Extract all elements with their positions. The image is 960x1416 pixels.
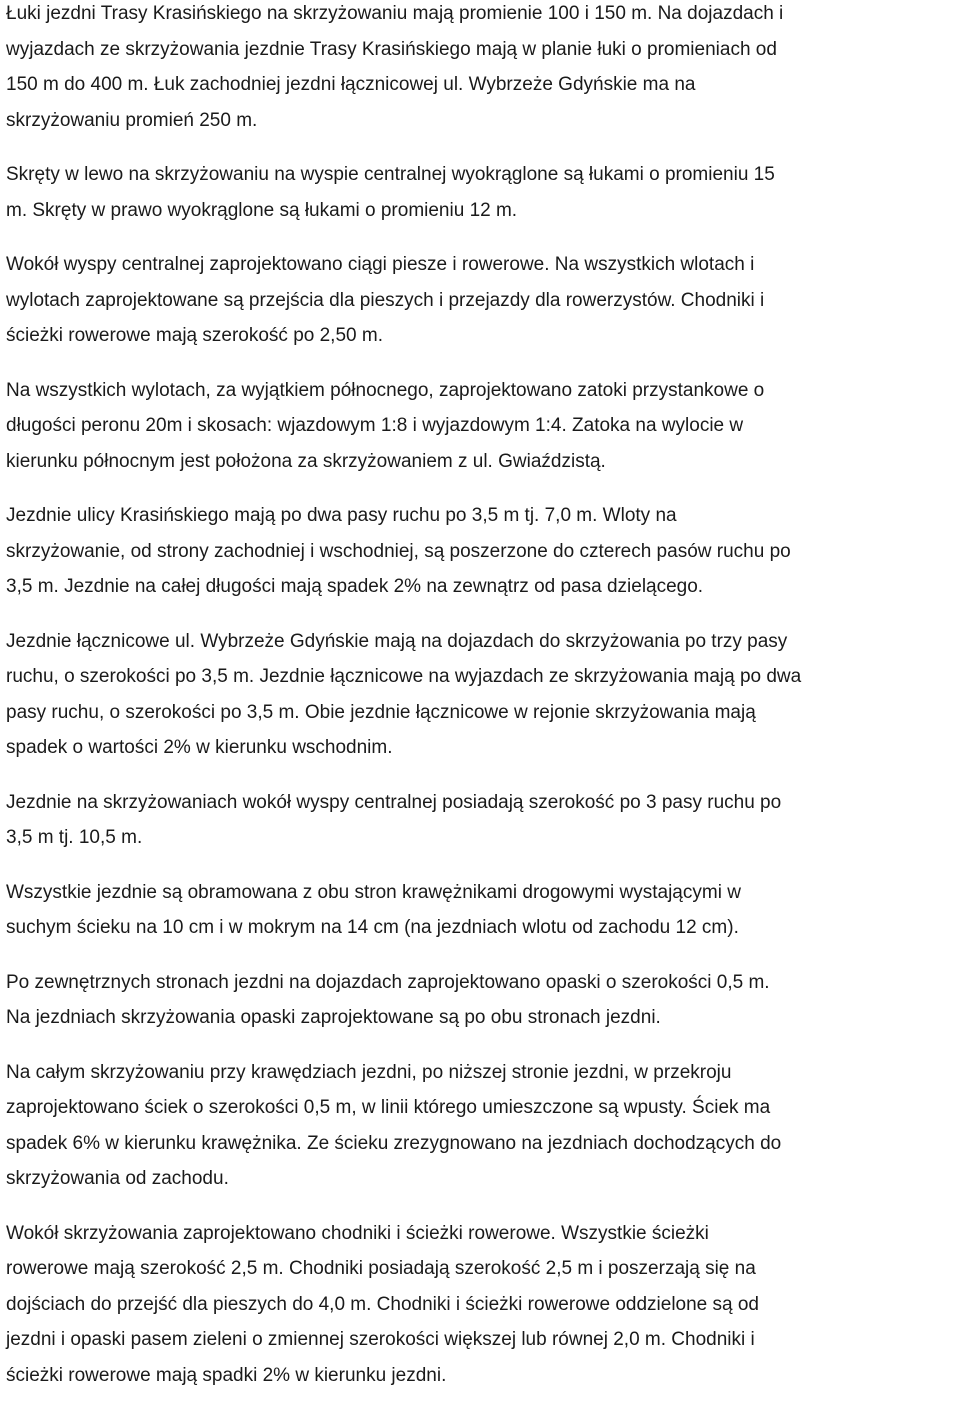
paragraph-7: [6, 785, 954, 856]
text-line: jezdni i opaski pasem zieleni o zmiennej szerokości większej lub równej 2,0 m. Chodniki i: [6, 1329, 755, 1350]
paragraph-11: [6, 1216, 954, 1394]
text-line: 3,5 m tj. 10,5 m.: [6, 827, 143, 848]
text-line: zaprojektowano ściek o szerokości 0,5 m, w linii którego umieszczone są wpusty. Ściek ma: [6, 1097, 771, 1118]
text-line: suchym ścieku na 10 cm i w mokrym na 14 cm (na jezdniach wlotu od zachodu 12 cm).: [6, 917, 739, 938]
paragraph-6: [6, 624, 954, 766]
paragraph-4: [6, 373, 954, 480]
text-line: Łuki jezdni Trasy Krasińskiego na skrzyżowaniu mają promienie 100 i 150 m. Na dojazdach i: [6, 3, 784, 24]
text-line: Na jezdniach skrzyżowania opaski zaprojektowane są po obu stronach jezdni.: [6, 1007, 661, 1028]
text-line: 3,5 m. Jezdnie na całej długości mają spadek 2% na zewnątrz od pasa dzielącego.: [6, 576, 704, 597]
text-line: m. Skręty w prawo wyokrąglone są łukami o promieniu 12 m.: [6, 199, 518, 221]
paragraph-1: [6, 0, 954, 138]
text-line: Jezdnie na skrzyżowaniach wokół wyspy centralnej posiadają szerokość po 3 pasy ruchu po: [6, 791, 782, 813]
text-line: spadek 6% w kierunku krawężnika. Ze ścieku zrezygnowano na jezdniach dochodzących do: [6, 1132, 782, 1154]
text-line: rowerowe mają szerokość 2,5 m. Chodniki posiadają szerokość 2,5 m i poszerzają się na: [6, 1258, 756, 1279]
text-line: skrzyżowaniu promień 250 m.: [6, 109, 258, 131]
text-line: kierunku północnym jest położona za skrzyżowaniem z ul. Gwiaździstą.: [6, 450, 606, 472]
text-line: Wszystkie jezdnie są obramowana z obu stron krawężnikami drogowymi wystającymi w: [6, 881, 741, 903]
text-line: Jezdnie łącznicowe ul. Wybrzeże Gdyńskie mają na dojazdach do skrzyżowania po trzy pasy: [6, 630, 788, 652]
text-line: spadek o wartości 2% w kierunku wschodnim.: [6, 737, 393, 758]
text-line: wyjazdach ze skrzyżowania jezdnie Trasy Krasińskiego mają w planie łuki o promieniach od: [6, 38, 777, 60]
paragraph-9: [6, 965, 954, 1036]
paragraph-3: [6, 247, 954, 354]
paragraph-5: [6, 498, 954, 605]
text-line: Wokół wyspy centralnej zaprojektowano ciągi piesze i rowerowe. Na wszystkich wlotach i: [6, 254, 755, 275]
text-line: ruchu, o szerokości po 3,5 m. Jezdnie łącznicowe na wyjazdach ze skrzyżowania mają po dwa: [6, 666, 802, 687]
paragraph-2: [6, 157, 954, 228]
text-line: 150 m do 400 m. Łuk zachodniej jezdni łącznicowej ul. Wybrzeże Gdyńskie ma na: [6, 74, 696, 95]
text-line: ścieżki rowerowe mają szerokość po 2,50 m.: [6, 325, 383, 346]
text-line: Wokół skrzyżowania zaprojektowano chodniki i ścieżki rowerowe. Wszystkie ścieżki: [6, 1222, 709, 1244]
text-line: długości peronu 20m i skosach: wjazdowym 1:8 i wyjazdowym 1:4. Zatoka na wylocie w: [6, 415, 744, 436]
text-line: skrzyżowania od zachodu.: [6, 1168, 229, 1189]
paragraph-10: [6, 1055, 954, 1197]
text-line: ścieżki rowerowe mają spadki 2% w kierunku jezdni.: [6, 1364, 447, 1386]
text-line: pasy ruchu, o szerokości po 3,5 m. Obie jezdnie łącznicowe w rejonie skrzyżowania mają: [6, 701, 756, 723]
text-line: Po zewnętrznych stronach jezdni na dojazdach zaprojektowano opaski o szerokości 0,5 m.: [6, 971, 770, 993]
document-body: [6, 0, 954, 1412]
text-line: skrzyżowanie, od strony zachodniej i wschodniej, są poszerzone do czterech pasów ruchu po: [6, 540, 791, 562]
text-line: wylotach zaprojektowane są przejścia dla pieszych i przejazdy dla rowerzystów. Chodniki i: [6, 289, 765, 311]
text-line: Na wszystkich wylotach, za wyjątkiem północnego, zaprojektowano zatoki przystankowe o: [6, 379, 765, 401]
text-line: dojściach do przejść dla pieszych do 4,0 m. Chodniki i ścieżki rowerowe oddzielone są od: [6, 1293, 759, 1315]
text-line: Skręty w lewo na skrzyżowaniu na wyspie centralnej wyokrąglone są łukami o promieniu 15: [6, 164, 775, 185]
text-line: Na całym skrzyżowaniu przy krawędziach jezdni, po niższej stronie jezdni, w przekroju: [6, 1061, 732, 1083]
paragraph-8: [6, 875, 954, 946]
text-line: Jezdnie ulicy Krasińskiego mają po dwa pasy ruchu po 3,5 m tj. 7,0 m. Wloty na: [6, 505, 677, 526]
